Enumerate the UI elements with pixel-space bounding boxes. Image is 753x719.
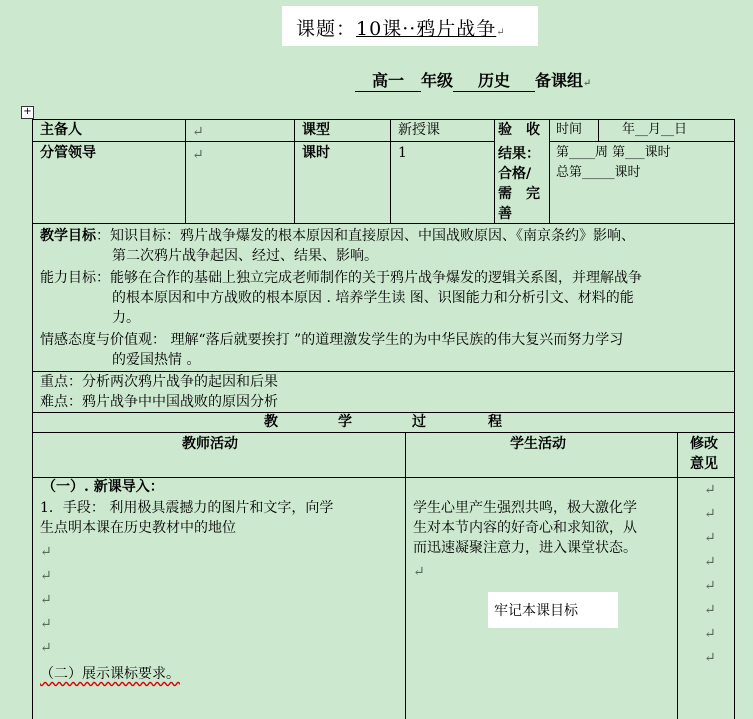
week-text[interactable]: 第____周 第___课时 (556, 145, 671, 160)
table-move-handle-icon[interactable]: + (21, 106, 34, 119)
lead-teacher-label: 主备人 (40, 122, 82, 138)
process-heading-4: 程 (488, 414, 502, 430)
acceptance-label: 验收 (498, 122, 554, 138)
method-line-2: 生点明本课在历史教材中的地位 (40, 520, 236, 536)
student-line-1: 学生心里产生强烈共鸣，极大激化学 (413, 500, 637, 516)
paragraph-mark-icon: ↵ (704, 626, 716, 642)
memorize-goal: 牢记本课目标 (494, 603, 578, 619)
process-heading-2: 学 (338, 414, 352, 430)
total-text[interactable]: 总第_____课时 (556, 165, 641, 180)
paragraph-mark-icon: ↵ (704, 482, 716, 498)
teaching-objective-line-1 (40, 227, 635, 245)
emotion-line-1: 情感态度与价值观： 理解“落后就要挨打 ”的道理激发学生的为中华民族的伟大复兴而努力学习 (40, 332, 624, 348)
paragraph-mark-icon: ↵ (40, 592, 52, 608)
improve-label: 需完 (498, 186, 554, 202)
paragraph-mark-icon: ↵ (704, 650, 716, 666)
revise-column-header-1: 修改 (690, 436, 718, 452)
supervisor-label: 分管领导 (40, 145, 96, 161)
knowledge-line-2: 第二次鸦片战争起因、经过、结果、影响。 (112, 248, 378, 264)
intro-heading: （一）. 新课导入： (42, 479, 164, 495)
lesson-plan-table (32, 119, 735, 719)
paragraph-mark-icon: ↵ (704, 602, 716, 618)
paragraph-mark-icon: ↵ (413, 564, 425, 580)
group-label: 备课组 (535, 71, 584, 90)
teacher-column-header: 教师活动 (182, 436, 238, 452)
ability-line-1: 能力目标：能够在合作的基础上独立完成老师制作的关于鸦片战争爆发的逻辑关系图，并理解战争 (40, 270, 642, 286)
paragraph-mark-icon: ↵ (704, 578, 716, 594)
paragraph-mark-icon: ↵ (704, 530, 716, 546)
student-column-header: 学生活动 (510, 436, 566, 452)
paragraph-mark-icon: ↵ (40, 616, 52, 632)
lesson-type-label: 课型 (302, 122, 330, 138)
method-line-1: 1．手段： 利用极具震撼力的图片和文字，向学 (40, 500, 334, 516)
difficulty-point: 难点：鸦片战争中中国战败的原因分析 (40, 394, 278, 410)
emotion-line-2: 的爱国热情 。 (112, 352, 201, 368)
result-label: 结果： (498, 146, 540, 162)
revise-column-header-2: 意见 (690, 456, 718, 472)
lesson-title (296, 14, 506, 41)
grade-line (355, 68, 591, 92)
paragraph-mark-icon: ↵ (192, 147, 204, 163)
date-text[interactable]: 年__月__日 (622, 122, 688, 137)
standards-heading: （二）展示课标要求。 (40, 666, 180, 682)
time-label: 时间 (556, 122, 583, 137)
paragraph-mark-icon: ↵ (40, 544, 52, 560)
ability-line-2: 的根本原因和中方战败的根本原因 . 培养学生读 图、识图能力和分析引文、材料的能 (112, 290, 634, 306)
paragraph-mark-icon: ↵ (40, 568, 52, 584)
process-heading-3: 过 (412, 414, 426, 430)
paragraph-mark-icon: ↵ (496, 27, 506, 38)
paragraph-mark-icon: ↵ (704, 554, 716, 570)
paragraph-mark-icon: ↵ (704, 506, 716, 522)
paragraph-mark-icon: ↵ (40, 640, 52, 656)
paragraph-mark-icon: ↵ (192, 124, 204, 140)
grade-label: 年级 (421, 71, 454, 90)
student-line-3: 而迅速凝聚注意力，进入课堂状态。 (413, 540, 637, 556)
paragraph-mark-icon: ↵ (583, 78, 592, 89)
title-lesson: 10课··鸦片战争 (356, 18, 497, 40)
key-point: 重点：分析两次鸦片战争的起因和后果 (40, 374, 278, 390)
knowledge-line-1: ：知识目标：鸦片战争爆发的根本原因和直接原因、中国战败原因、《南京条约》影响、 (96, 228, 635, 244)
period-value[interactable]: 1 (398, 145, 407, 161)
period-label: 课时 (302, 145, 330, 161)
title-prefix: 课题： (296, 18, 357, 40)
pass-label: 合格/ (498, 166, 532, 182)
grade-value: 高一 (355, 68, 421, 92)
subject-value: 历史 (453, 68, 535, 92)
ability-line-3: 力。 (112, 310, 140, 326)
process-heading-1: 教 (264, 414, 278, 430)
teaching-objective-label: 教学目标 (40, 228, 96, 244)
student-line-2: 生对本节内容的好奇心和求知欲，从 (413, 520, 637, 536)
lesson-type-value[interactable]: 新授课 (398, 122, 440, 138)
improve-label-2: 善 (498, 206, 512, 222)
